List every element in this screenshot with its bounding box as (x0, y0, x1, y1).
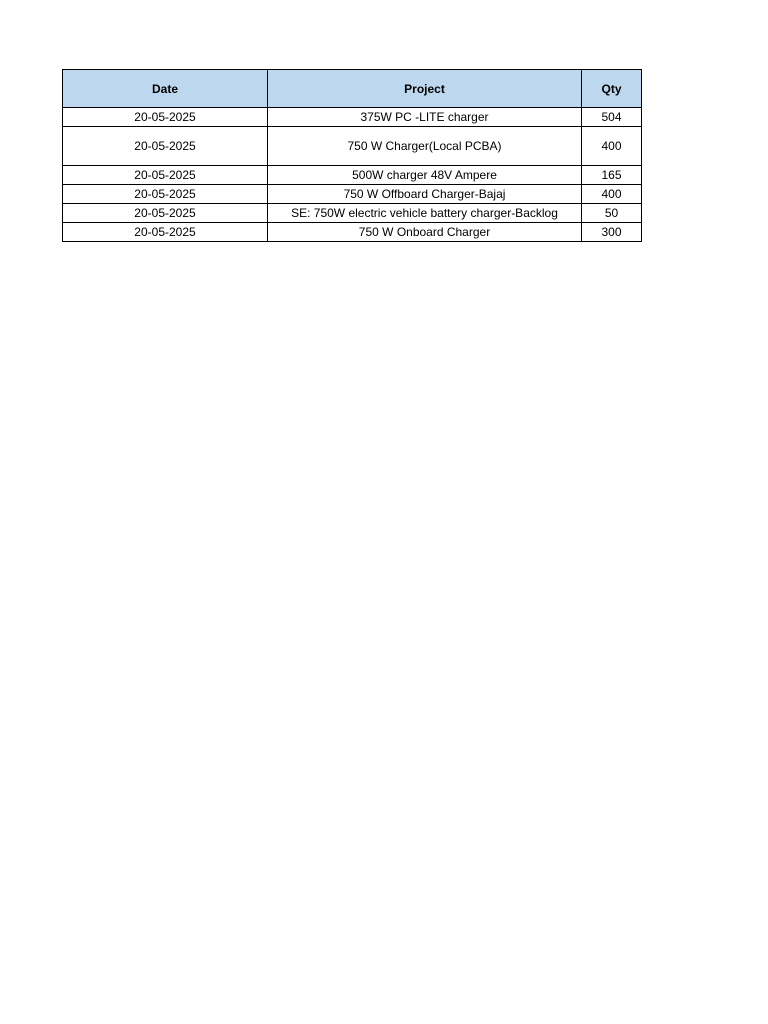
cell-date: 20-05-2025 (63, 204, 268, 223)
project-table (62, 69, 642, 242)
table-row (63, 223, 642, 242)
cell-qty: 300 (582, 223, 642, 242)
cell-project: 750 W Charger(Local PCBA) (268, 127, 582, 166)
cell-date: 20-05-2025 (63, 223, 268, 242)
header-qty: Qty (582, 70, 642, 108)
header-date: Date (63, 70, 268, 108)
cell-date: 20-05-2025 (63, 185, 268, 204)
cell-project: 500W charger 48V Ampere (268, 166, 582, 185)
cell-qty: 504 (582, 108, 642, 127)
project-quantity-sheet (62, 69, 642, 242)
table-row (63, 166, 642, 185)
cell-date: 20-05-2025 (63, 127, 268, 166)
cell-date: 20-05-2025 (63, 166, 268, 185)
table-row (63, 127, 642, 166)
cell-project: SE: 750W electric vehicle battery charger-Backlog (268, 204, 582, 223)
cell-qty: 50 (582, 204, 642, 223)
header-project: Project (268, 70, 582, 108)
cell-qty: 400 (582, 127, 642, 166)
table-row (63, 204, 642, 223)
cell-project: 750 W Offboard Charger-Bajaj (268, 185, 582, 204)
cell-project: 750 W Onboard Charger (268, 223, 582, 242)
cell-project: 375W PC -LITE charger (268, 108, 582, 127)
table-row (63, 108, 642, 127)
table-header-row (63, 70, 642, 108)
cell-qty: 400 (582, 185, 642, 204)
cell-qty: 165 (582, 166, 642, 185)
table-row (63, 185, 642, 204)
cell-date: 20-05-2025 (63, 108, 268, 127)
